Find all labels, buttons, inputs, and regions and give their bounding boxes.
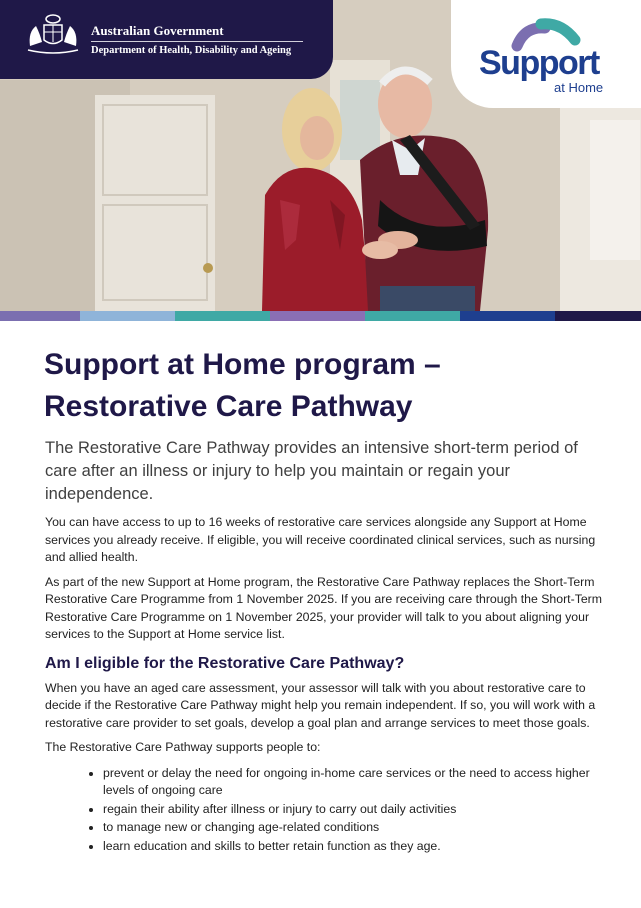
stripe-segment	[175, 311, 270, 321]
page-title: Support at Home program – Restorative Care Pathway	[44, 348, 441, 423]
stripe-segment	[80, 311, 175, 321]
support-at-home-logo	[451, 0, 641, 108]
color-stripe	[0, 311, 641, 321]
logo-subtitle: at Home	[554, 80, 604, 95]
list-item: • learn education and skills to better retain function as they age.	[103, 838, 610, 856]
body-paragraph: You can have access to up to 16 weeks of restorative care services alongside any Support at Home services you already receive. If eligible, you will receive coordinated clinical services, such as nursing and allied health.	[45, 515, 596, 564]
government-banner	[0, 0, 333, 79]
list-item: • prevent or delay the need for ongoing in-home care services or the need to access higher levels of ongoing care	[103, 765, 610, 800]
coat-of-arms-icon	[22, 12, 84, 56]
stripe-segment	[460, 311, 555, 321]
hero-banner	[0, 0, 641, 311]
lead-paragraph: The Restorative Care Pathway provides an intensive short-term period of care after an illness or injury to help you maintain or regain your independence.	[45, 439, 578, 503]
gov-divider	[91, 41, 303, 42]
body-paragraph: As part of the new Support at Home program, the Restorative Care Pathway replaces the Short-Term Restorative Care Programme from 1 November 2025. If you are receiving care through the Short-Term Restorative Care Programme on 1 November 2025, your provider will talk to you about aligning your services to the Support at Home service list.	[45, 574, 603, 641]
gov-title: Australian Government	[91, 23, 224, 38]
stripe-segment	[555, 311, 641, 321]
list-item: • regain their ability after illness or injury to carry out daily activities	[103, 801, 610, 819]
list-item: • to manage new or changing age-related conditions	[103, 819, 610, 837]
document-body	[45, 437, 610, 856]
body-paragraph: The Restorative Care Pathway supports people to:	[45, 740, 321, 754]
bullet-list	[45, 765, 610, 856]
stripe-segment	[0, 311, 80, 321]
section-heading: Am I eligible for the Restorative Care Pathway?	[45, 654, 405, 672]
department-name: Department of Health, Disability and Ageing	[91, 45, 292, 56]
stripe-segment	[270, 311, 365, 321]
stripe-segment	[365, 311, 460, 321]
body-paragraph: When you have an aged care assessment, your assessor will talk with you about restorative care to decide if the Restorative Care Pathway might help you remain independent. If so, you will work with a restorative care provider to set goals, develop a goal plan and arrange services to meet those goals.	[45, 680, 596, 730]
logo-word: Support	[479, 44, 599, 82]
